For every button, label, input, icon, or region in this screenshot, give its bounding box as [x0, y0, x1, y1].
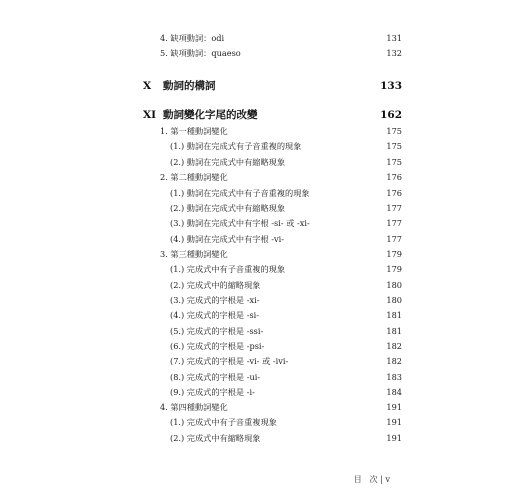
- entry-title: (6.) 完成式的字根是 -psi-: [170, 341, 265, 351]
- toc-entry: [0, 186, 520, 201]
- page-number: 191: [386, 402, 402, 412]
- entry-title: (2.) 完成式中的縮略現象: [170, 280, 261, 290]
- toc-entry: [0, 232, 520, 247]
- page-number: 175: [386, 157, 402, 167]
- toc-entry: [0, 124, 520, 139]
- entry-title: (2.) 動詞在完成式中有縮略現象: [170, 157, 286, 167]
- entry-title: (3.) 完成式的字根是 -xi-: [170, 295, 260, 305]
- page-number: 133: [380, 80, 402, 92]
- chapter-number: X: [143, 80, 152, 92]
- toc-entry: [0, 385, 520, 400]
- toc-entry: [0, 31, 520, 46]
- toc-entry: [0, 170, 520, 185]
- entry-title: 5. 缺項動詞：quaeso: [160, 48, 241, 58]
- toc-entry: [0, 262, 520, 277]
- toc-entry: [0, 278, 520, 293]
- entry-title: 4. 第四種動詞變化: [160, 402, 228, 412]
- page-number: 176: [386, 188, 402, 198]
- toc-entry: [0, 293, 520, 308]
- toc-entry: [0, 247, 520, 262]
- chapter-title: 動詞變化字尾的改變: [163, 109, 258, 121]
- toc-chapter-entry: [0, 106, 520, 124]
- toc-entry: [0, 324, 520, 339]
- page-number: 182: [386, 356, 402, 366]
- toc-entry: [0, 308, 520, 323]
- chapter-title: 動詞的構詞: [163, 80, 216, 92]
- page-number: 182: [386, 341, 402, 351]
- page-number: 181: [386, 326, 402, 336]
- toc-entry: [0, 339, 520, 354]
- page-number: 162: [380, 109, 402, 121]
- entry-title: (1.) 動詞在完成式中有子音重複的現象: [170, 188, 310, 198]
- page-number: 131: [386, 33, 402, 43]
- entry-title: (3.) 動詞在完成式中有字根 -si- 或 -xi-: [170, 218, 310, 228]
- page-number: 175: [386, 126, 402, 136]
- entry-title: (2.) 完成式中有縮略現象: [170, 433, 261, 443]
- entry-title: (5.) 完成式的字根是 -ssi-: [170, 326, 264, 336]
- page-number: 183: [386, 372, 402, 382]
- entry-title: (9.) 完成式的字根是 -i-: [170, 387, 255, 397]
- toc-entry: [0, 415, 520, 430]
- toc-entry: [0, 431, 520, 446]
- toc-chapter-entry: [0, 77, 520, 95]
- entry-title: (1.) 完成式中有子音重複現象: [170, 417, 277, 427]
- toc-entry: [0, 139, 520, 154]
- page-number: 191: [386, 417, 402, 427]
- page-number: 177: [386, 203, 402, 213]
- page-number: 177: [386, 218, 402, 228]
- entry-title: (4.) 完成式的字根是 -si-: [170, 310, 260, 320]
- entry-title: (4.) 動詞在完成式中有字根 -vi-: [170, 234, 285, 244]
- page-number: 180: [386, 280, 402, 290]
- toc-entry: [0, 216, 520, 231]
- entry-title: 2. 第二種動詞變化: [160, 172, 228, 182]
- toc-entry: [0, 155, 520, 170]
- page-number: 176: [386, 172, 402, 182]
- entry-title: (7.) 完成式的字根是 -vi- 或 -ivi-: [170, 356, 289, 366]
- entry-title: (1.) 完成式中有子音重複的現象: [170, 264, 286, 274]
- page-number: 179: [386, 264, 402, 274]
- toc-entry: [0, 46, 520, 61]
- page-number: 175: [386, 141, 402, 151]
- toc-entry: [0, 370, 520, 385]
- page-number: 180: [386, 295, 402, 305]
- toc-entry: [0, 400, 520, 415]
- page-number: 132: [386, 48, 402, 58]
- page-number: 179: [386, 249, 402, 259]
- chapter-number: XI: [143, 109, 157, 121]
- entry-title: (1.) 動詞在完成式有子音重複的現象: [170, 141, 302, 151]
- entry-title: 3. 第三種動詞變化: [160, 249, 228, 259]
- entry-title: 1. 第一種動詞變化: [160, 126, 228, 136]
- toc-entry: [0, 354, 520, 369]
- entry-title: (8.) 完成式的字根是 -ui-: [170, 372, 261, 382]
- entry-title: 4. 缺項動詞：odi: [160, 33, 225, 43]
- toc-entry: [0, 201, 520, 216]
- page-number: 177: [386, 234, 402, 244]
- page-footer: 目 次 | v: [353, 475, 390, 484]
- page-number: 181: [386, 310, 402, 320]
- page-number: 184: [386, 387, 402, 397]
- page-number: 191: [386, 433, 402, 443]
- entry-title: (2.) 動詞在完成式中有縮略現象: [170, 203, 286, 213]
